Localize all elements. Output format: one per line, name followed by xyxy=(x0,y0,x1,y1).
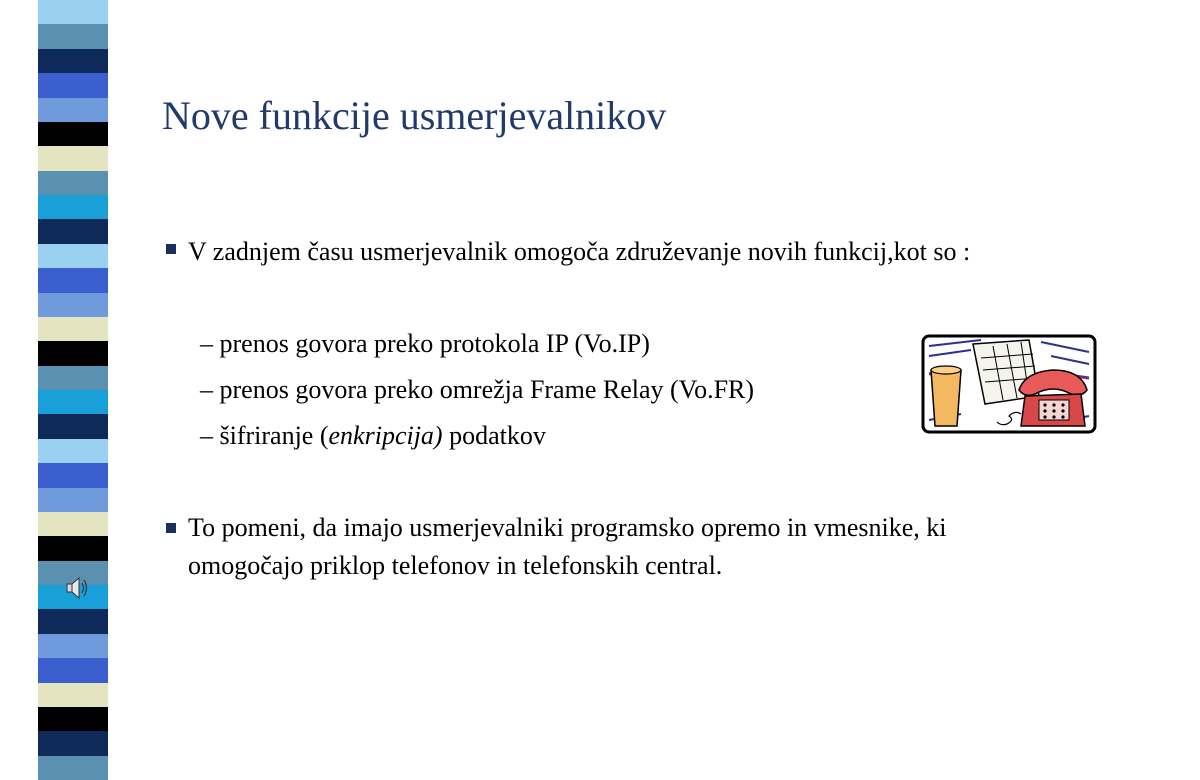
bullet-text-line: omogočajo priklop telefonov in telefonskih central. xyxy=(188,551,723,580)
sub-item xyxy=(200,374,754,406)
stripe-segment xyxy=(38,317,108,341)
decorative-stripe-bar xyxy=(38,0,108,780)
stripe-segment xyxy=(38,122,108,146)
dash: – xyxy=(200,421,213,450)
phone-desk-clipart xyxy=(921,334,1097,434)
sub-item xyxy=(200,420,546,452)
stripe-segment xyxy=(38,658,108,682)
stripe-segment xyxy=(38,439,108,463)
stripe-segment xyxy=(38,171,108,195)
stripe-segment xyxy=(38,0,108,24)
bullet-marker xyxy=(166,244,176,254)
dash: – xyxy=(200,329,213,358)
sub-item-text-italic: enkripcija) xyxy=(328,421,443,450)
stripe-segment xyxy=(38,293,108,317)
sub-item-text-after: podatkov xyxy=(442,421,546,450)
stripe-segment xyxy=(38,683,108,707)
slide-title: Nove funkcije usmerjevalnikov xyxy=(162,93,667,138)
stripe-segment xyxy=(38,73,108,97)
bullet-marker xyxy=(166,523,176,533)
stripe-segment xyxy=(38,366,108,390)
stripe-segment xyxy=(38,634,108,658)
bullet-text: V zadnjem času usmerjevalnik omogoča združevanje novih funkcij,kot so : xyxy=(188,237,971,266)
speaker-icon[interactable] xyxy=(64,574,90,602)
stripe-segment xyxy=(38,731,108,755)
sub-item-text xyxy=(220,421,546,450)
stripe-segment xyxy=(38,244,108,268)
stripe-segment xyxy=(38,146,108,170)
sub-item-text: prenos govora preko protokola IP (Vo.IP) xyxy=(219,329,650,358)
sub-item-text: prenos govora preko omrežja Frame Relay (Vo.FR) xyxy=(219,375,755,404)
stripe-segment xyxy=(38,219,108,243)
dash: – xyxy=(200,375,213,404)
stripe-segment xyxy=(38,390,108,414)
stripe-segment xyxy=(38,268,108,292)
stripe-segment xyxy=(38,49,108,73)
stripe-segment xyxy=(38,414,108,438)
stripe-segment xyxy=(38,707,108,731)
stripe-segment xyxy=(38,98,108,122)
stripe-segment xyxy=(38,536,108,560)
stripe-segment xyxy=(38,756,108,780)
bullet-text-line: To pomeni, da imajo usmerjevalniki programsko opremo in vmesnike, ki xyxy=(188,513,947,542)
stripe-segment xyxy=(38,512,108,536)
stripe-segment xyxy=(38,341,108,365)
sub-item xyxy=(200,328,650,360)
stripe-segment xyxy=(38,24,108,48)
stripe-segment xyxy=(38,195,108,219)
stripe-segment xyxy=(38,488,108,512)
stripe-segment xyxy=(38,463,108,487)
stripe-segment xyxy=(38,609,108,633)
sub-item-text-before: šifriranje ( xyxy=(219,421,329,450)
